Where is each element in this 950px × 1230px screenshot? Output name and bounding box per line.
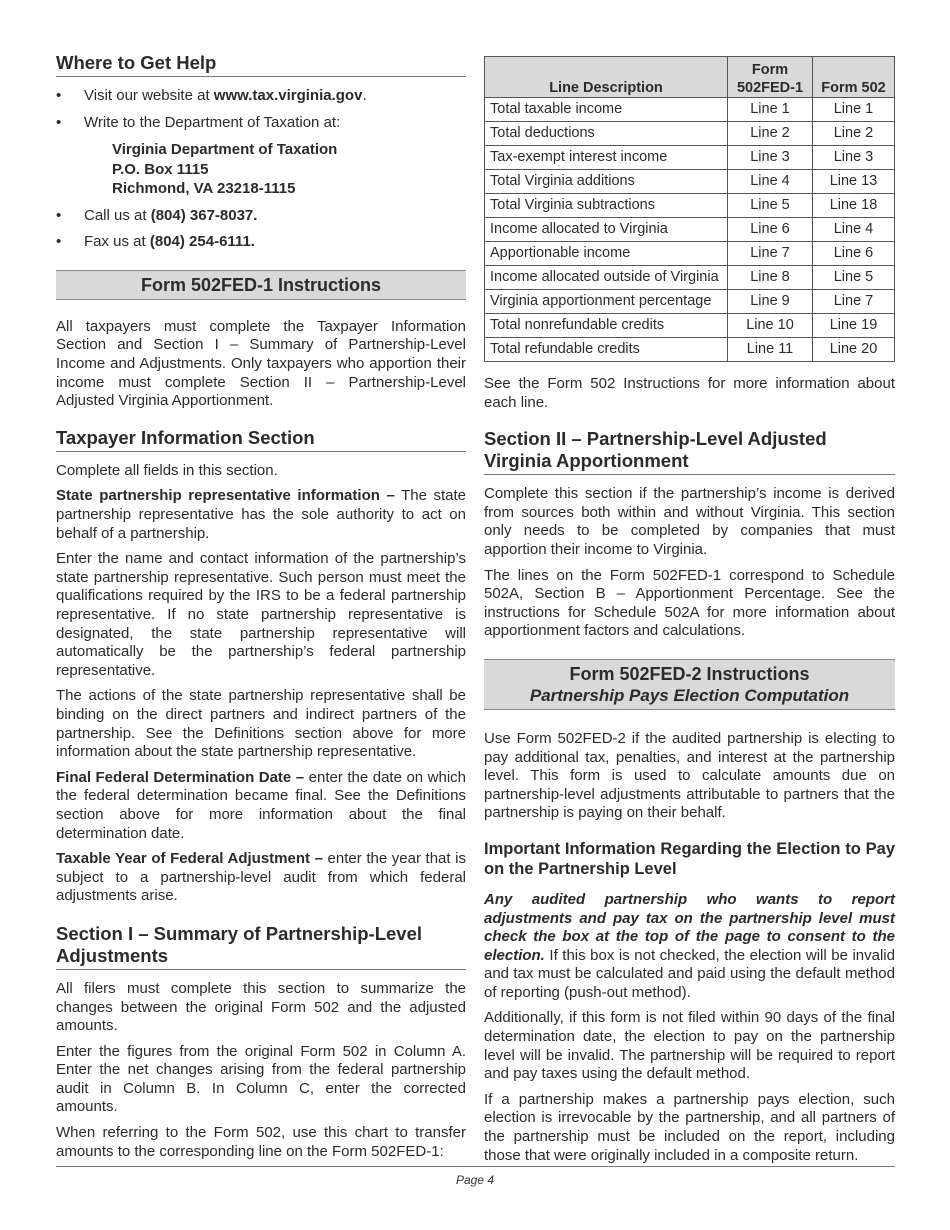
help-list-contact [56, 207, 466, 252]
help-item-fax: • Fax us at (804) 254-6111. [56, 233, 255, 251]
form-502fed2-instructions-banner [484, 659, 895, 710]
table-row: Total taxable income Line 1 Line 1 [485, 98, 895, 122]
table-row: Tax-exempt interest income Line 3 Line 3 [485, 146, 895, 170]
important-information-heading: Important Information Regarding the Election to Pay on the Partnership Level [484, 839, 895, 878]
phone-number: (804) 367-8037. [150, 206, 258, 224]
section-2-p2: The lines on the Form 502FED-1 correspond to Schedule 502A, Section B – Apportionment Percentage. See the instructions for Schedule 502A for more information about apportionment factors and calculations. [484, 566, 895, 640]
section-2-p1: Complete this section if the partnership’s income is derived from sources both within and without Virginia. This section only needs to be completed by companies that must apportion their income to Virginia. [484, 485, 895, 558]
table-row: Virginia apportionment percentage Line 9 Line 7 [485, 290, 895, 314]
section-2-heading: Section II – Partnership-Level Adjusted Virginia Apportionment [484, 428, 895, 475]
fed2-banner-subtitle: Partnership Pays Election Computation [529, 685, 850, 705]
bullet-icon: • [56, 113, 62, 131]
taxpayer-p4: The actions of the state partnership representative shall be binding on the direct partners and indirect partners of the partnership. See the Definitions section above for more information about the state partnership representative. [56, 687, 466, 761]
taxpayer-p6: Taxable Year of Federal Adjustment – enter the year that is subject to a partnership-level audit from which federal adjustments arise. [56, 850, 466, 905]
section-1-p3: When referring to the Form 502, use this chart to transfer amounts to the corresponding line on the Form 502FED-1: [56, 1124, 466, 1160]
help-list [56, 87, 466, 132]
table-row: Apportionable income Line 7 Line 6 [485, 242, 895, 266]
where-to-get-help-heading: Where to Get Help [56, 52, 466, 77]
taxpayer-information-heading: Taxpayer Information Section [56, 427, 466, 452]
taxpayer-p1: Complete all fields in this section. [56, 461, 278, 479]
left-column [56, 0, 466, 1161]
mailing-address: Virginia Department of Taxation P.O. Box 1115 Richmond, VA 23218-1115 [112, 141, 338, 198]
important-p3: If a partnership makes a partnership pays election, such election is irrevocable by the partnership, and all partners of the partnership must be included on the report, including those that were originally included in a composite return. [484, 1090, 895, 1164]
important-p1: Any audited partnership who wants to report adjustments and pay tax on the partnership level must check the box at the top of the page to consent to the election. If this box is not checked, the election will be invalid and tax must be calculated and paid using the default method of reporting (push-out method). [484, 890, 895, 1001]
section-1-p2: Enter the figures from the original Form 502 in Column A. Enter the net changes arising from the federal partnership audit in Column B. In Column C, enter the corrected amounts. [56, 1042, 466, 1116]
col-header-form-502: Form 502 [813, 57, 895, 98]
fed1-intro-paragraph: All taxpayers must complete the Taxpayer Information Section and Section I – Summary of Partnership-Level Income and Adjustments. Only taxpayers who apportion their income must complete Section II – Partnership-Level Adjusted Virginia Apportionment. [56, 317, 466, 410]
taxpayer-p5: Final Federal Determination Date – enter the date on which the federal determination became final. See the Definitions section above for more information about the final determination date. [56, 768, 467, 842]
website-link[interactable]: www.tax.virginia.gov [213, 87, 363, 104]
section-1-p1: All filers must complete this section to summarize the changes between the original Form 502 and the adjusted amounts. [56, 979, 466, 1035]
fax-number: (804) 254-6111. [149, 233, 255, 251]
taxpayer-p3: Enter the name and contact information of the partnership’s state partnership representative. Such person must meet the qualifications required by the IRS to be a federal partnership representative. If no state partnership representative is designated, the state partnership representative will automatically be the partnership’s federal partnership representative. [56, 550, 466, 679]
bullet-icon: • [56, 233, 62, 251]
bullet-icon: • [56, 206, 62, 224]
table-row: Total Virginia subtractions Line 5 Line 18 [485, 194, 895, 218]
help-item-website: • Visit our website at www.tax.virginia.gov. [56, 87, 367, 104]
help-item-phone: • Call us at (804) 367-8037. [56, 206, 258, 224]
fed2-intro-paragraph: Use Form 502FED-2 if the audited partnership is electing to pay additional tax, penalties, and interest at the partnership level. This form is used to calculate amounts due on partnership-level adjustments attributable to partners that the partnership is paying on their behalf. [484, 729, 895, 822]
table-row: Income allocated outside of Virginia Line 8 Line 5 [485, 266, 895, 290]
table-row: Total refundable credits Line 11 Line 20 [485, 338, 895, 362]
section-1-heading: Section I – Summary of Partnership-Level Adjustments [56, 923, 466, 970]
bullet-icon: • [56, 87, 62, 104]
taxpayer-p2: State partnership representative information – The state partnership representative has the sole authority to act on behalf of a partnership. [56, 487, 466, 542]
table-row: Total deductions Line 2 Line 2 [485, 122, 895, 146]
table-row: Total Virginia additions Line 4 Line 13 [485, 170, 895, 194]
line-crossreference-table [484, 56, 895, 362]
table-note: See the Form 502 Instructions for more information about each line. [484, 375, 895, 411]
table-row: Total nonrefundable credits Line 10 Line 19 [485, 314, 895, 338]
right-column [484, 0, 895, 1165]
important-p2: Additionally, if this form is not filed within 90 days of the final determination date, the election to pay on the partnership level will be invalid. The partnership will be required to report and pay taxes using the default method. [484, 1009, 895, 1083]
col-header-form-502fed1: Form 502FED-1 [728, 57, 813, 98]
col-header-line-description: Line Description [485, 57, 728, 98]
help-item-write: • Write to the Department of Taxation at: [56, 113, 341, 131]
table-row: Income allocated to Virginia Line 6 Line 4 [485, 218, 895, 242]
fed2-banner-title: Form 502FED-2 Instructions [569, 663, 810, 684]
footer-divider [56, 1166, 895, 1167]
form-502fed1-instructions-banner: Form 502FED-1 Instructions [56, 270, 466, 300]
page-number: Page 4 [455, 1173, 495, 1187]
table-header-row [485, 57, 895, 98]
